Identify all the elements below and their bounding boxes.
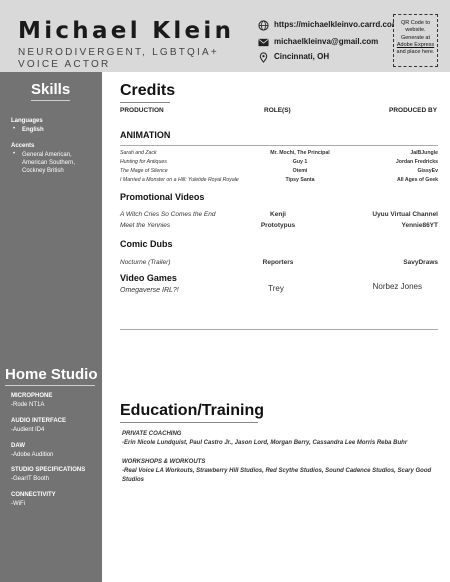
resume-header bbox=[0, 0, 450, 72]
producer-name: SavyDraws bbox=[403, 259, 438, 266]
credits-underline bbox=[120, 102, 170, 103]
comic-dubs-heading: Comic Dubs bbox=[120, 239, 173, 249]
animation-rule bbox=[120, 145, 438, 146]
production-title: The Mage of Silence bbox=[120, 168, 168, 174]
production-title: Hunting for Antiques bbox=[120, 159, 167, 165]
producer-name: Uyuu Virtual Channel bbox=[372, 211, 438, 218]
private-coaching-text: -Erin Nicole Lundquist, Paul Castro Jr., Jason Lord, Morgan Berry, Cassandra Lee Morris Reba Buhr bbox=[122, 440, 408, 446]
credits-heading bbox=[120, 82, 175, 100]
connectivity-value: -WiFi bbox=[11, 501, 25, 507]
column-produced-by: PRODUCED BY bbox=[389, 107, 438, 114]
role-name: Mr. Mochi, The Principal bbox=[270, 150, 330, 156]
accent-bullet: • bbox=[13, 151, 16, 157]
credit-row bbox=[120, 259, 438, 270]
audio-interface-value: -Audient ID4 bbox=[11, 427, 45, 433]
connectivity-label: CONNECTIVITY bbox=[11, 492, 56, 498]
audio-interface-label: AUDIO INTERFACE bbox=[11, 418, 67, 424]
skills-heading bbox=[31, 81, 70, 98]
producer-name: GissyEv bbox=[417, 168, 438, 174]
role-name: Tipsy Santa bbox=[285, 177, 315, 183]
envelope-icon bbox=[258, 37, 269, 48]
home-studio-underline bbox=[5, 385, 95, 386]
producer-name: Yennie86YT bbox=[401, 222, 438, 229]
daw-value: -Adobe Audition bbox=[11, 452, 54, 458]
actor-tagline: NEURODIVERGENT, LGBTQIA+ VOICE ACTOR bbox=[18, 47, 219, 70]
workshops-text: -Real Voice LA Workouts, Strawberry Hill Studios, Red Scythe Studios, Sound Cadence Studios, Scary Good Studios bbox=[122, 468, 432, 483]
globe-icon bbox=[258, 20, 269, 31]
workshops-label: WORKSHOPS & WORKOUTS bbox=[122, 459, 206, 465]
credit-row bbox=[120, 168, 438, 177]
promo-heading: Promotional Videos bbox=[120, 192, 205, 202]
email-link[interactable]: michaelkleinva@gmail.com bbox=[274, 37, 379, 46]
language-item: English bbox=[22, 127, 44, 133]
microphone-value: -Rode NT1A bbox=[11, 402, 45, 408]
production-title: I Married a Monster on a Hill: Yuletide Royal Royale bbox=[120, 177, 239, 183]
producer-name: JaiBJungle bbox=[410, 150, 438, 156]
credit-row bbox=[120, 177, 438, 186]
languages-label: Languages bbox=[11, 118, 43, 124]
video-games-heading: Video Games bbox=[120, 273, 177, 283]
accent-item: General American, American Southern, Cockney British bbox=[22, 152, 76, 174]
producer-name: Jordan Fredricks bbox=[395, 159, 438, 165]
accents-label: Accents bbox=[11, 143, 35, 149]
producer-name: Norbez Jones bbox=[372, 282, 422, 291]
skills-title: Skills bbox=[31, 81, 71, 98]
column-roles: ROLE(S) bbox=[264, 107, 291, 114]
producer-name: All Ages of Geek bbox=[396, 177, 438, 183]
studio-specs-value: -GearIT Booth bbox=[11, 476, 49, 482]
private-coaching-label: PRIVATE COACHING bbox=[122, 431, 182, 437]
language-bullet: • bbox=[13, 126, 16, 132]
credit-row bbox=[120, 211, 438, 222]
credit-row bbox=[120, 222, 438, 233]
qr-code-placeholder bbox=[393, 14, 438, 67]
column-production: PRODUCTION bbox=[120, 107, 164, 114]
role-name: Kenji bbox=[270, 211, 286, 218]
role-name: Otemi bbox=[292, 168, 308, 174]
production-title: A Witch Cries So Comes the End bbox=[120, 211, 216, 218]
studio-specs-label: STUDIO SPECIFICATIONS bbox=[11, 467, 86, 473]
production-title: Nocturne (Trailer) bbox=[120, 259, 171, 266]
location-text: Cincinnati, OH bbox=[274, 52, 330, 61]
production-title: Omegaverse IRL?! bbox=[120, 287, 179, 294]
qr-text-post: and place here. bbox=[396, 49, 435, 56]
sidebar bbox=[0, 72, 102, 582]
role-name: Guy 1 bbox=[292, 159, 308, 165]
credits-end-rule bbox=[120, 329, 438, 330]
education-underline bbox=[120, 422, 258, 423]
microphone-label: MICROPHONE bbox=[11, 393, 53, 399]
credits-title: Credits bbox=[120, 82, 176, 99]
role-name: Prototypus bbox=[260, 222, 296, 229]
map-pin-icon bbox=[258, 52, 269, 63]
skills-underline bbox=[31, 100, 70, 101]
role-name: Reporters bbox=[262, 259, 294, 266]
education-heading bbox=[120, 402, 264, 420]
website-link[interactable]: https://michaelkleinvo.carrd.co/ bbox=[274, 20, 395, 29]
actor-name: Michael Klein bbox=[18, 18, 235, 44]
adobe-express-link[interactable]: Adobe Express bbox=[396, 41, 435, 48]
qr-text-pre: QR Code to website. Generate at bbox=[400, 20, 431, 41]
production-title: Sarah and Zack bbox=[120, 150, 157, 156]
daw-label: DAW bbox=[11, 443, 25, 449]
credit-row bbox=[120, 150, 438, 159]
role-name: Trey bbox=[268, 284, 284, 293]
production-title: Meet the Yennies bbox=[120, 222, 171, 229]
credit-row bbox=[120, 159, 438, 168]
animation-heading: ANIMATION bbox=[120, 130, 171, 140]
education-title: Education/Training bbox=[120, 402, 265, 419]
home-studio-heading bbox=[5, 366, 98, 383]
credit-row bbox=[120, 284, 438, 298]
home-studio-title: Home Studio bbox=[5, 366, 98, 383]
